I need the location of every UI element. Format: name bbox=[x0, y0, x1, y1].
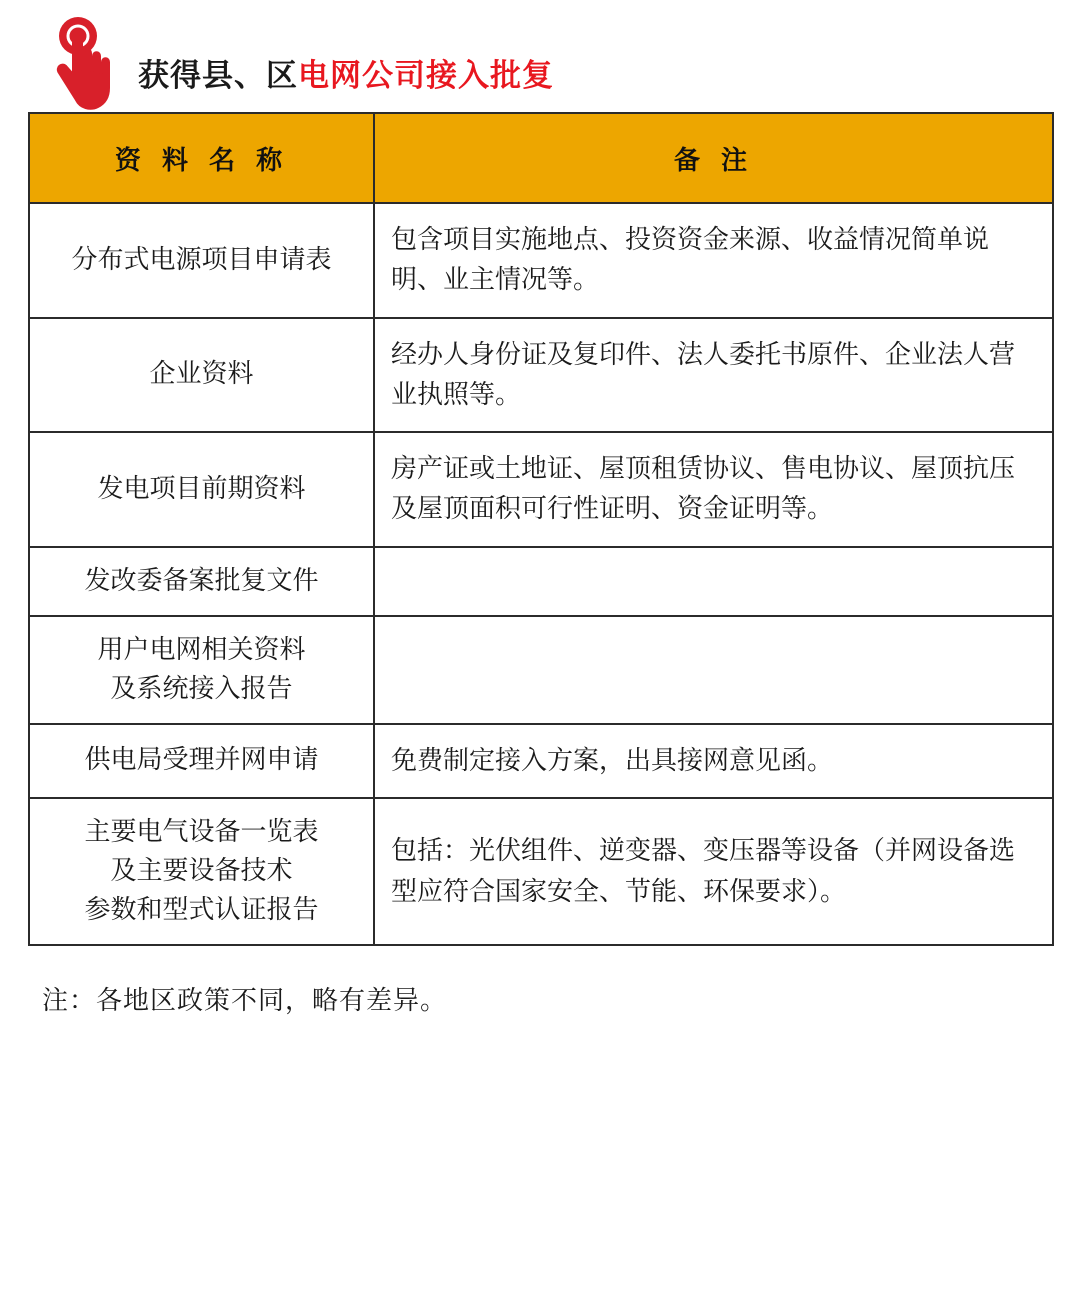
table-row bbox=[29, 203, 1053, 318]
hand-pointer-icon bbox=[40, 16, 116, 114]
table-row bbox=[29, 318, 1053, 433]
material-name-line: 主要电气设备一览表 bbox=[84, 817, 319, 848]
table-row bbox=[29, 547, 1053, 616]
materials-table-container bbox=[28, 112, 1052, 946]
material-name-line: 及主要设备技术 bbox=[110, 856, 293, 887]
table-row bbox=[29, 724, 1053, 798]
material-remark-cell: 经办人身份证及复印件、法人委托书原件、企业法人营业执照等。 bbox=[374, 318, 1053, 433]
material-remark-cell: 房产证或土地证、屋顶租赁协议、售电协议、屋顶抗压及屋顶面积可行性证明、资金证明等。 bbox=[374, 432, 1053, 547]
material-name-cell bbox=[29, 798, 374, 945]
materials-table bbox=[28, 112, 1054, 946]
material-remark-cell: 免费制定接入方案，出具接网意见函。 bbox=[374, 724, 1053, 798]
material-remark-cell: 包括：光伏组件、逆变器、变压器等设备（并网设备选型应符合国家安全、节能、环保要求）。 bbox=[374, 798, 1053, 945]
table-body bbox=[29, 203, 1053, 945]
material-name-cell bbox=[29, 432, 374, 547]
table-header-row bbox=[29, 113, 1053, 203]
material-name-cell bbox=[29, 616, 374, 724]
material-name-cell bbox=[29, 318, 374, 433]
column-header-material-name: 资 料 名 称 bbox=[29, 113, 374, 203]
material-name-line: 供电局受理并网申请 bbox=[84, 745, 319, 776]
material-name-cell bbox=[29, 724, 374, 798]
table-row bbox=[29, 432, 1053, 547]
material-remark-cell bbox=[374, 547, 1053, 616]
table-row bbox=[29, 616, 1053, 724]
table-head bbox=[29, 113, 1053, 203]
material-name-cell bbox=[29, 547, 374, 616]
footnote: 注：各地区政策不同，略有差异。 bbox=[42, 986, 448, 1017]
material-remark-cell bbox=[374, 616, 1053, 724]
material-name-line: 用户电网相关资料 bbox=[97, 634, 306, 665]
column-header-remark: 备 注 bbox=[374, 113, 1053, 203]
page-title bbox=[138, 50, 554, 95]
material-name-line: 分布式电源项目申请表 bbox=[71, 244, 332, 275]
material-name-line: 发电项目前期资料 bbox=[97, 473, 306, 504]
material-name-line: 发改委备案批复文件 bbox=[84, 565, 319, 596]
page-title-highlight: 电网公司接入批复 bbox=[298, 58, 554, 94]
table-row bbox=[29, 798, 1053, 945]
material-name-line: 参数和型式认证报告 bbox=[84, 895, 319, 926]
material-name-line: 及系统接入报告 bbox=[110, 673, 293, 704]
page-title-prefix: 获得县、区 bbox=[138, 58, 298, 94]
material-remark-cell: 包含项目实施地点、投资资金来源、收益情况简单说明、业主情况等。 bbox=[374, 203, 1053, 318]
page-header bbox=[0, 0, 1080, 112]
material-name-line: 企业资料 bbox=[149, 359, 254, 390]
material-name-cell bbox=[29, 203, 374, 318]
